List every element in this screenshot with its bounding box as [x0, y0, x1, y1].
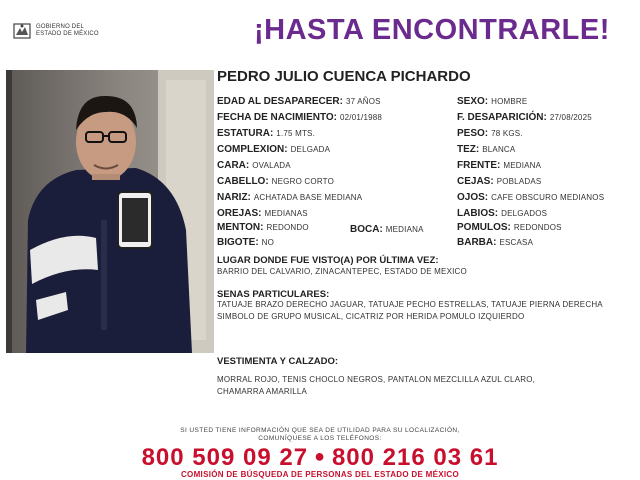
- field-label: LABIOS:: [457, 208, 499, 219]
- field-label: OJOS:: [457, 192, 489, 203]
- last-seen-title: LUGAR DONDE FUE VISTO(A) POR ÚLTIMA VEZ:: [217, 255, 439, 266]
- logo-line-1: GOBIERNO DEL: [36, 24, 85, 30]
- field-value: POBLADAS: [496, 177, 542, 186]
- field-mouth: [350, 224, 424, 236]
- marks-title: SENAS PARTICULARES:: [217, 289, 330, 300]
- field-label: PESO:: [457, 128, 489, 139]
- field-ears: [217, 208, 308, 220]
- field-mustache: [217, 237, 274, 249]
- field-value: 37 AÑOS: [345, 97, 381, 106]
- field-value: DELGADA: [290, 145, 331, 154]
- field-chin: [217, 222, 309, 234]
- photo-illustration: [6, 70, 214, 353]
- contact-info-line-2: COMUNÍQUESE A LOS TELÉFONOS:: [258, 435, 382, 442]
- field-nose: [217, 192, 362, 204]
- field-label: POMULOS:: [457, 222, 511, 233]
- field-value: DELGADOS: [501, 209, 548, 218]
- field-label: BIGOTE:: [217, 237, 259, 248]
- field-weight: [457, 128, 523, 140]
- clothing-line-1: MORRAL ROJO, TENIS CHOCLO NEGROS, PANTALON MEZCLILLA AZUL CLARO,: [217, 375, 536, 384]
- phone-number-1[interactable]: 800 509 09 27: [141, 444, 309, 471]
- field-label: CEJAS:: [457, 176, 494, 187]
- field-label: FRENTE:: [457, 160, 501, 171]
- field-value: ACHATADA BASE MEDIANA: [253, 193, 363, 202]
- field-label: ESTATURA:: [217, 128, 274, 139]
- field-label: BARBA:: [457, 237, 497, 248]
- field-value: CAFE OBSCURO MEDIANOS: [491, 193, 605, 202]
- field-label: NARIZ:: [217, 192, 251, 203]
- field-value: REDONDO: [266, 223, 309, 232]
- field-disappearance-date: [457, 112, 592, 124]
- field-age: [217, 96, 381, 108]
- person-name: PEDRO JULIO CUENCA PICHARDO: [217, 68, 471, 85]
- field-complexion: [457, 144, 515, 156]
- field-forehead: [457, 160, 541, 172]
- field-height: [217, 128, 315, 140]
- field-value: NEGRO CORTO: [271, 177, 335, 186]
- field-label: FECHA DE NACIMIENTO:: [217, 112, 337, 123]
- field-value: MEDIANA: [385, 225, 424, 234]
- field-sex: [457, 96, 527, 108]
- contact-info: [0, 427, 640, 443]
- field-label: BOCA:: [350, 224, 383, 235]
- contact-info-line-1: SI USTED TIENE INFORMACIÓN QUE SEA DE UTILIDAD PARA SU LOCALIZACIÓN,: [180, 427, 460, 434]
- field-value: 78 KGS.: [491, 129, 523, 138]
- field-eyes: [457, 192, 604, 204]
- field-label: F. DESAPARICIÓN:: [457, 112, 547, 123]
- field-build: [217, 144, 330, 156]
- logo-line-2: ESTADO DE MÉXICO: [36, 31, 99, 37]
- field-hair: [217, 176, 334, 188]
- marks-text: TATUAJE BRAZO DERECHO JAGUAR, TATUAJE PECHO ESTRELLAS, TATUAJE PIERNA DERECHA SIMBOLO DE GRUPO MUSICAL, CICATRIZ POR HERIDA POMULO IZQUIERDO: [217, 300, 603, 321]
- field-birth-date: [217, 112, 382, 124]
- commission-name: COMISIÓN DE BÚSQUEDA DE PERSONAS DEL ESTADO DE MÉXICO: [180, 470, 459, 479]
- field-label: EDAD AL DESAPARECER:: [217, 96, 343, 107]
- field-eyebrows: [457, 176, 541, 188]
- government-logo: [12, 22, 99, 40]
- field-label: CABELLO:: [217, 176, 269, 187]
- field-cheekbones: [457, 222, 562, 234]
- clothing-line-2: CHAMARRA AMARILLA: [217, 387, 308, 396]
- field-value: 02/01/1988: [340, 113, 383, 122]
- coat-of-arms-icon: [12, 22, 32, 40]
- field-label: TEZ:: [457, 144, 480, 155]
- logo-text: [36, 24, 99, 38]
- headline: ¡HASTA ENCONTRARLE!: [254, 14, 610, 46]
- person-photo: [6, 70, 214, 353]
- field-value: ESCASA: [499, 238, 534, 247]
- field-value: 1.75 MTS.: [276, 129, 315, 138]
- separator-dot-icon: ●: [314, 446, 326, 466]
- field-value: BLANCA: [482, 145, 516, 154]
- field-value: HOMBRE: [491, 97, 528, 106]
- field-value: OVALADA: [252, 161, 291, 170]
- field-label: COMPLEXION:: [217, 144, 288, 155]
- field-value: NO: [261, 238, 275, 247]
- field-value: MEDIANAS: [264, 209, 308, 218]
- phone-numbers: [0, 444, 640, 472]
- phone-number-2[interactable]: 800 216 03 61: [331, 444, 499, 471]
- field-value: 27/08/2025: [549, 113, 592, 122]
- field-label: SEXO:: [457, 96, 489, 107]
- field-value: REDONDOS: [513, 223, 562, 232]
- field-label: CARA:: [217, 160, 250, 171]
- field-label: MENTON:: [217, 222, 264, 233]
- field-beard: [457, 237, 533, 249]
- field-label: OREJAS:: [217, 208, 262, 219]
- field-lips: [457, 208, 547, 220]
- clothing-title: VESTIMENTA Y CALZADO:: [217, 356, 339, 367]
- field-value: MEDIANA: [503, 161, 542, 170]
- last-seen-text: BARRIO DEL CALVARIO, ZINACANTEPEC, ESTADO DE MEXICO: [217, 267, 467, 276]
- field-face: [217, 160, 291, 172]
